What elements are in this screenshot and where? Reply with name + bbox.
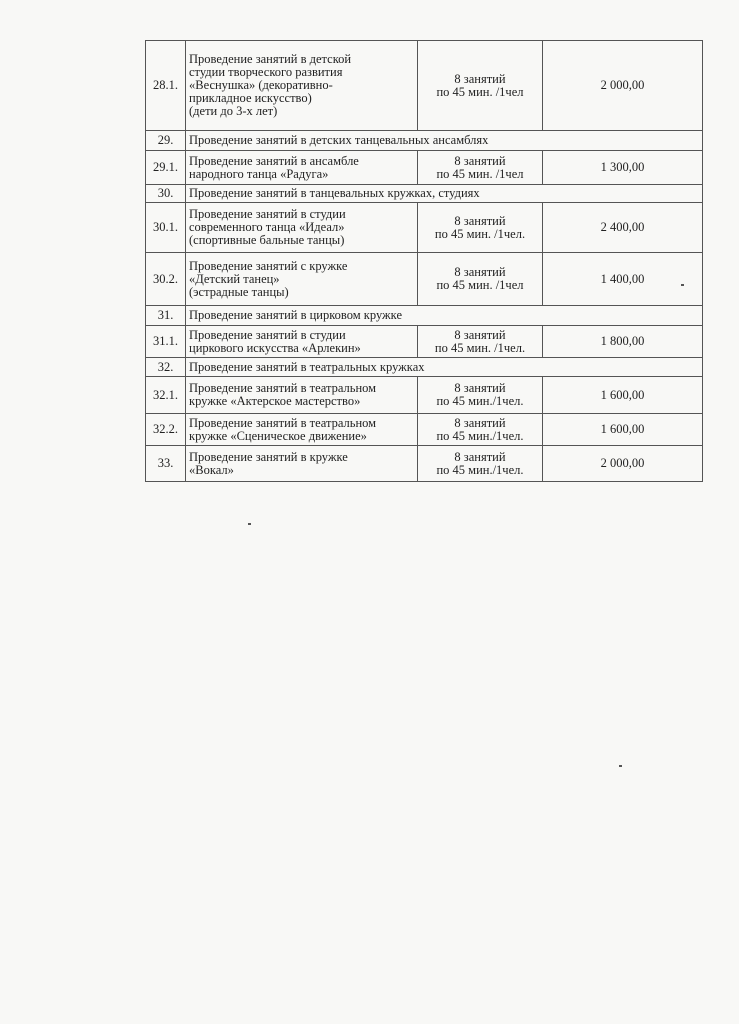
section-title: Проведение занятий в танцевальных кружках, студиях [186, 185, 703, 203]
service-unit: 8 занятий по 45 мин./1чел. [436, 449, 524, 477]
table-row [146, 377, 703, 414]
section-row [146, 358, 703, 377]
service-name: Проведение занятий с кружке «Детский танец» (эстрадные танцы) [189, 258, 348, 299]
table-row [146, 41, 703, 131]
row-number: 33. [146, 446, 186, 482]
service-unit: 8 занятий по 45 мин. /1чел [436, 265, 524, 292]
row-number: 30. [146, 185, 186, 203]
service-unit: 8 занятий по 45 мин./1чел. [436, 415, 524, 443]
row-number: 32. [146, 358, 186, 377]
section-title: Проведение занятий в театральных кружках [186, 358, 703, 377]
service-price: 1 800,00 [543, 326, 703, 358]
service-unit: 8 занятий по 45 мин. /1чел [436, 153, 524, 181]
service-price: 2 000,00 [543, 41, 703, 131]
row-number: 32.2. [146, 414, 186, 446]
service-name: Проведение занятий в театральном кружке «Актерское мастерство» [189, 381, 377, 408]
section-title: Проведение занятий в детских танцевальных ансамблях [186, 131, 703, 151]
service-name: Проведение занятий в детской студии творческого развития «Веснушка» (декоративно- прикладное искусство) (дети до 3-х лет) [189, 52, 352, 118]
table-row [146, 326, 703, 358]
service-price: 1 600,00 [543, 377, 703, 414]
table-row [146, 253, 703, 306]
scan-speck [619, 765, 622, 767]
service-price: 1 600,00 [543, 414, 703, 446]
section-row [146, 306, 703, 326]
service-unit: 8 занятий по 45 мин. /1чел [436, 71, 524, 99]
row-number: 29. [146, 131, 186, 151]
service-name: Проведение занятий в студии циркового искусства «Арлекин» [189, 327, 361, 355]
service-price: 2 000,00 [543, 446, 703, 482]
table-row [146, 203, 703, 253]
table-row [146, 446, 703, 482]
row-number: 32.1. [146, 377, 186, 414]
service-unit: 8 занятий по 45 мин. /1чел. [434, 213, 526, 241]
service-name: Проведение занятий в театральном кружке «Сценическое движение» [189, 415, 377, 443]
service-name: Проведение занятий в ансамбле народного танца «Радуга» [189, 153, 359, 181]
table-row [146, 414, 703, 446]
section-title: Проведение занятий в цирковом кружке [186, 306, 703, 326]
table-row [146, 151, 703, 185]
service-name: Проведение занятий в кружке «Вокал» [189, 449, 348, 477]
section-row [146, 131, 703, 151]
service-price: 2 400,00 [543, 203, 703, 253]
service-price: 1 300,00 [543, 151, 703, 185]
section-row [146, 185, 703, 203]
scan-speck [681, 284, 684, 286]
service-name: Проведение занятий в студии современного танца «Идеал» (спортивные бальные танцы) [189, 207, 346, 247]
service-price: 1 400,00 [543, 253, 703, 306]
service-unit: 8 занятий по 45 мин. /1чел. [434, 327, 526, 355]
row-number: 31. [146, 306, 186, 326]
row-number: 30.2. [146, 253, 186, 306]
scan-speck [248, 523, 251, 525]
row-number: 30.1. [146, 203, 186, 253]
service-unit: 8 занятий по 45 мин./1чел. [436, 381, 524, 408]
price-table [145, 40, 703, 482]
row-number: 29.1. [146, 151, 186, 185]
row-number: 28.1. [146, 41, 186, 131]
row-number: 31.1. [146, 326, 186, 358]
